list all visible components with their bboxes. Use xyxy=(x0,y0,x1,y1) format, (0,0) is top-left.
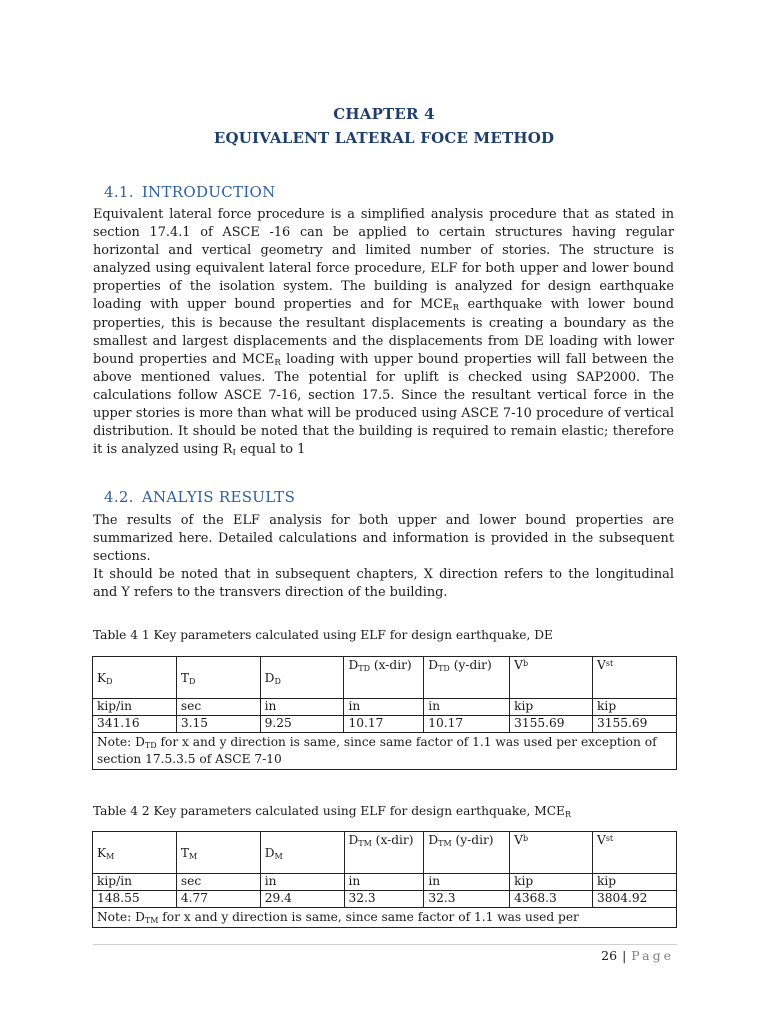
table-header-row xyxy=(93,657,677,699)
section-number: 4.1. xyxy=(104,183,134,201)
table-cell: 148.55 xyxy=(93,891,177,908)
header-td: $T_D$ xyxy=(176,657,260,699)
table-cell: sec xyxy=(176,699,260,716)
table-cell: 3155.69 xyxy=(510,716,593,733)
header-kd: $K_D$ xyxy=(93,657,177,699)
header-tm: $T_M$ xyxy=(176,832,260,874)
section-title: ANALYIS RESULTS xyxy=(141,488,296,506)
table-note: Note: $D_{TD}$ for x and y direction is same, since same factor of 1.1 was used per exception of section 17.5.3.5 of ASCE 7-10 xyxy=(93,733,677,770)
chapter-number: CHAPTER 4 xyxy=(333,105,435,123)
table-cell: kip xyxy=(593,699,677,716)
footer-separator: | xyxy=(622,948,627,963)
table-cell: in xyxy=(424,874,510,891)
header-dtm-y: $D_{TM}$ (y-dir) xyxy=(424,832,510,874)
section-title: INTRODUCTION xyxy=(141,183,276,201)
footer-divider xyxy=(93,944,677,945)
table-cell: 4.77 xyxy=(176,891,260,908)
paragraph-text: It should be noted that in subsequent chapters, X direction refers to the longitudinal and Y refers to the transvers direction of the building. xyxy=(93,567,674,601)
table-cell: 3804.92 xyxy=(593,891,677,908)
header-dm: $D_M$ xyxy=(260,832,344,874)
header-vst: Vst xyxy=(593,832,677,874)
header-vb: $V^b$ xyxy=(510,832,593,874)
page-number: 26 xyxy=(601,948,618,963)
page-label: Page xyxy=(631,948,674,963)
table-header-row xyxy=(93,832,677,874)
subscript: R xyxy=(452,303,459,314)
key-parameters-table-mce xyxy=(92,831,677,928)
table-cell: sec xyxy=(176,874,260,891)
table-cell: 10.17 xyxy=(344,716,424,733)
paragraph-text: earthquake with lower bound properties, this is because the resultant displacements is creating a boundary as the smallest and largest displacements and the displacements from DE loading with lower bound properties and MCE xyxy=(93,297,674,367)
table-units-row xyxy=(93,874,677,891)
table-cell: kip xyxy=(510,699,593,716)
header-dtd-x: $D_{TD}$ (x-dir) xyxy=(344,657,424,699)
header-dtm-x: $D_{TM}$ (x-dir) xyxy=(344,832,424,874)
table-cell: kip xyxy=(510,874,593,891)
subscript: I xyxy=(232,448,236,459)
table-cell: in xyxy=(260,874,344,891)
section-number: 4.2. xyxy=(104,488,134,506)
page-footer xyxy=(601,948,674,963)
header-dd: $D_D$ xyxy=(260,657,344,699)
table-cell: 32.3 xyxy=(344,891,424,908)
paragraph-text: The results of the ELF analysis for both upper and lower bound properties are summarized here. Detailed calculations and information is provided in the subsequent sections. xyxy=(93,513,674,565)
table-cell: 29.4 xyxy=(260,891,344,908)
table-caption: Table 4 1 Key parameters calculated using ELF for design earthquake, DE xyxy=(93,628,553,642)
table-cell: kip/in xyxy=(93,874,177,891)
table-cell: 3155.69 xyxy=(593,716,677,733)
table-cell: in xyxy=(344,699,424,716)
table-cell: kip xyxy=(593,874,677,891)
key-parameters-table-de xyxy=(92,656,677,770)
header-vb: $V^b$ xyxy=(510,657,593,699)
paragraph-text: Equivalent lateral force procedure is a simplified analysis procedure that as stated in section 17.4.1 of ASCE -16 can be applied to certain structures having regular horizontal and vertical geometry and limited number of stories. The structure is analyzed using equivalent lateral force procedure, ELF for both upper and lower bound properties of the isolation system. The building is analyzed for design earthquake loading with upper bound properties and for MCE xyxy=(93,207,674,313)
header-dtd-y: $D_{TD}$ (y-dir) xyxy=(424,657,510,699)
subscript: R xyxy=(274,357,281,368)
header-vst: Vst xyxy=(593,657,677,699)
table-caption: Table 4 2 Key parameters calculated using ELF for design earthquake, $MCE_R$ xyxy=(93,804,571,819)
table-cell: in xyxy=(344,874,424,891)
table-cell: in xyxy=(260,699,344,716)
results-paragraph xyxy=(93,512,674,602)
table-cell: kip/in xyxy=(93,699,177,716)
section-heading-introduction xyxy=(104,183,276,201)
table-note: Note: $D_{TM}$ for x and y direction is same, since same factor of 1.1 was used per xyxy=(93,908,677,928)
chapter-title: EQUIVALENT LATERAL FOCE METHOD xyxy=(213,129,555,147)
table-units-row xyxy=(93,699,677,716)
paragraph-text: loading with upper bound properties will fall between the above mentioned values. The potential for uplift is checked using SAP2000. The calculations follow ASCE 7-16, section 17.5. Since the resultant vertical force in the upper stories is more than what will be produced using ASCE 7-10 procedure of vertical distribution. It should be noted that the building is required to remain elastic; therefore it is analyzed using R xyxy=(93,351,674,458)
table-cell: in xyxy=(424,699,510,716)
table-cell: 32.3 xyxy=(424,891,510,908)
table-values-row xyxy=(93,891,677,908)
table-cell: 341.16 xyxy=(93,716,177,733)
introduction-paragraph xyxy=(93,206,674,459)
table-note-row xyxy=(93,733,677,770)
table-cell: 9.25 xyxy=(260,716,344,733)
table-cell: 4368.3 xyxy=(510,891,593,908)
header-km: $K_M$ xyxy=(93,832,177,874)
table-values-row xyxy=(93,716,677,733)
table-cell: 10.17 xyxy=(424,716,510,733)
section-heading-analysis-results xyxy=(104,488,295,506)
table-note-row xyxy=(93,908,677,928)
paragraph-text: equal to 1 xyxy=(235,442,306,458)
table-cell: 3.15 xyxy=(176,716,260,733)
